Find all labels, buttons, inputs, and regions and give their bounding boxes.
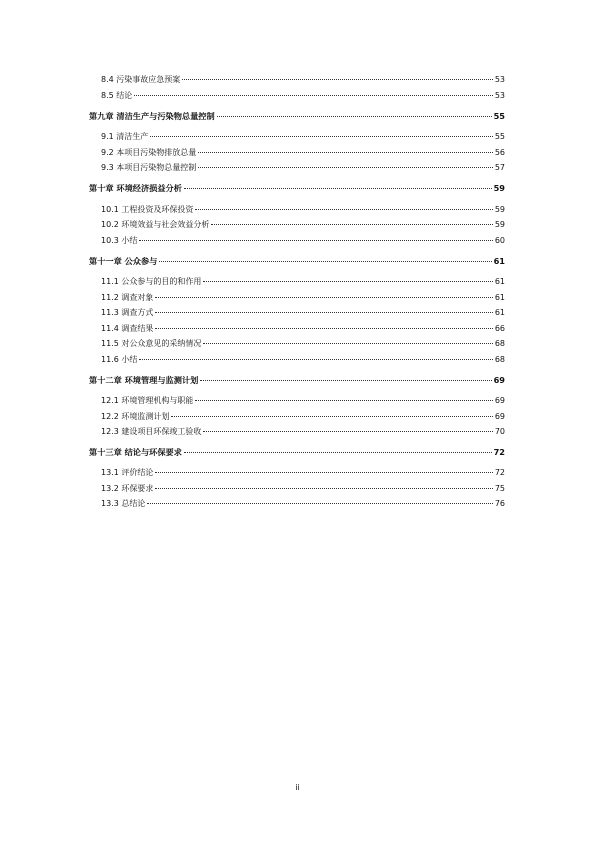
toc-leader — [182, 79, 493, 80]
toc-entry-page: 66 — [494, 324, 505, 333]
toc-entry[interactable] — [101, 204, 505, 215]
toc-leader — [200, 380, 491, 381]
toc-chapter-entry[interactable] — [89, 256, 505, 267]
toc-leader — [134, 95, 493, 96]
toc-leader — [203, 431, 492, 432]
toc-leader — [155, 328, 492, 329]
toc-chapter-title: 第十二章 环境管理与监测计划 — [89, 375, 199, 385]
page-number: ii — [295, 783, 300, 792]
toc-entry-page: 69 — [494, 412, 505, 421]
toc-entry[interactable] — [101, 354, 505, 365]
toc-entry-title: 11.5 对公众意见的采纳情况 — [101, 339, 202, 348]
toc-leader — [139, 359, 492, 360]
toc-entry-title: 11.1 公众参与的目的和作用 — [101, 277, 202, 286]
toc-entry-page: 69 — [494, 396, 505, 405]
toc-entry-title: 13.3 总结论 — [101, 499, 146, 508]
toc-entry-title: 9.2 本项目污染物排放总量 — [101, 148, 197, 157]
toc-entry-title: 12.1 环境管理机构与职能 — [101, 396, 194, 405]
toc-entry-title: 10.3 小结 — [101, 236, 138, 245]
toc-chapter-page: 55 — [493, 111, 505, 121]
toc-leader — [211, 224, 492, 225]
toc-entry[interactable] — [101, 338, 505, 349]
toc-entry-page: 61 — [494, 277, 505, 286]
toc-chapter-title: 第十一章 公众参与 — [89, 256, 158, 266]
toc-leader — [139, 240, 492, 241]
toc-chapter-page: 59 — [493, 183, 505, 193]
toc-leader — [150, 136, 493, 137]
toc-leader — [155, 488, 492, 489]
toc-entry-title: 8.4 污染事故应急预案 — [101, 75, 181, 84]
toc-chapter-title: 第九章 清洁生产与污染物总量控制 — [89, 111, 215, 121]
toc-entry-page: 60 — [494, 236, 505, 245]
toc-entry[interactable] — [101, 147, 505, 158]
toc-leader — [155, 312, 492, 313]
toc-chapter-page: 72 — [493, 447, 505, 457]
toc-entry-title: 11.6 小结 — [101, 355, 138, 364]
toc-entry-page: 76 — [494, 499, 505, 508]
toc-entry-page: 61 — [494, 308, 505, 317]
toc-entry[interactable] — [101, 411, 505, 422]
toc-chapter-page: 69 — [493, 375, 505, 385]
toc-entry[interactable] — [101, 323, 505, 334]
toc-leader — [184, 452, 492, 453]
toc-entry-title: 10.1 工程投资及环保投资 — [101, 205, 194, 214]
toc-entry-title: 9.3 本项目污染物总量控制 — [101, 163, 197, 172]
toc-entry[interactable] — [101, 131, 505, 142]
toc-entry[interactable] — [101, 307, 505, 318]
toc-leader — [217, 116, 492, 117]
toc-leader — [198, 152, 493, 153]
toc-chapter-entry[interactable] — [89, 447, 505, 458]
toc-chapter-title: 第十章 环境经济损益分析 — [89, 183, 182, 193]
toc-entry-title: 11.4 调查结果 — [101, 324, 154, 333]
toc-entry[interactable] — [101, 395, 505, 406]
toc-entry[interactable] — [101, 276, 505, 287]
toc-entry-title: 9.1 清洁生产 — [101, 132, 149, 141]
toc-entry[interactable] — [101, 219, 505, 230]
toc-entry-title: 11.2 调查对象 — [101, 293, 154, 302]
toc-entry[interactable] — [101, 498, 505, 509]
toc-entry[interactable] — [101, 74, 505, 85]
toc-entry-page: 59 — [494, 220, 505, 229]
toc-chapter-entry[interactable] — [89, 111, 505, 122]
toc-leader — [147, 503, 492, 504]
toc-entry-page: 70 — [494, 427, 505, 436]
toc-leader — [198, 167, 493, 168]
toc-leader — [203, 281, 492, 282]
toc-entry-title: 12.2 环境监测计划 — [101, 412, 170, 421]
toc-chapter-page: 61 — [493, 256, 505, 266]
toc-entry[interactable] — [101, 235, 505, 246]
toc-entry-page: 57 — [494, 163, 505, 172]
toc-entry-page: 55 — [494, 132, 505, 141]
toc-entry-page: 68 — [494, 355, 505, 364]
toc-leader — [203, 343, 492, 344]
toc-entry-page: 53 — [494, 91, 505, 100]
toc-entry-title: 12.3 建设项目环保竣工验收 — [101, 427, 202, 436]
toc-entry-page: 72 — [494, 468, 505, 477]
toc-entry[interactable] — [101, 90, 505, 101]
toc-entry[interactable] — [101, 292, 505, 303]
toc-entry[interactable] — [101, 483, 505, 494]
toc-entry-page: 53 — [494, 75, 505, 84]
toc-entry-title: 13.1 评价结论 — [101, 468, 154, 477]
toc-chapter-title: 第十三章 结论与环保要求 — [89, 447, 182, 457]
toc-entry-title: 13.2 环保要求 — [101, 484, 154, 493]
toc-entry[interactable] — [101, 426, 505, 437]
toc-entry-title: 10.2 环境效益与社会效益分析 — [101, 220, 210, 229]
toc-entry[interactable] — [101, 162, 505, 173]
toc-leader — [195, 400, 492, 401]
toc-leader — [155, 297, 492, 298]
toc-entry[interactable] — [101, 467, 505, 478]
toc-chapter-entry[interactable] — [89, 375, 505, 386]
toc-leader — [155, 472, 492, 473]
toc-entry-page: 68 — [494, 339, 505, 348]
toc-leader — [171, 416, 492, 417]
toc-leader — [159, 261, 491, 262]
toc-entry-page: 75 — [494, 484, 505, 493]
toc-leader — [184, 188, 492, 189]
toc-chapter-entry[interactable] — [89, 183, 505, 194]
toc-entry-page: 59 — [494, 205, 505, 214]
toc-leader — [195, 209, 492, 210]
toc-entry-title: 8.5 结论 — [101, 91, 133, 100]
toc-entry-title: 11.3 调查方式 — [101, 308, 154, 317]
toc-entry-page: 56 — [494, 148, 505, 157]
toc-entry-page: 61 — [494, 293, 505, 302]
